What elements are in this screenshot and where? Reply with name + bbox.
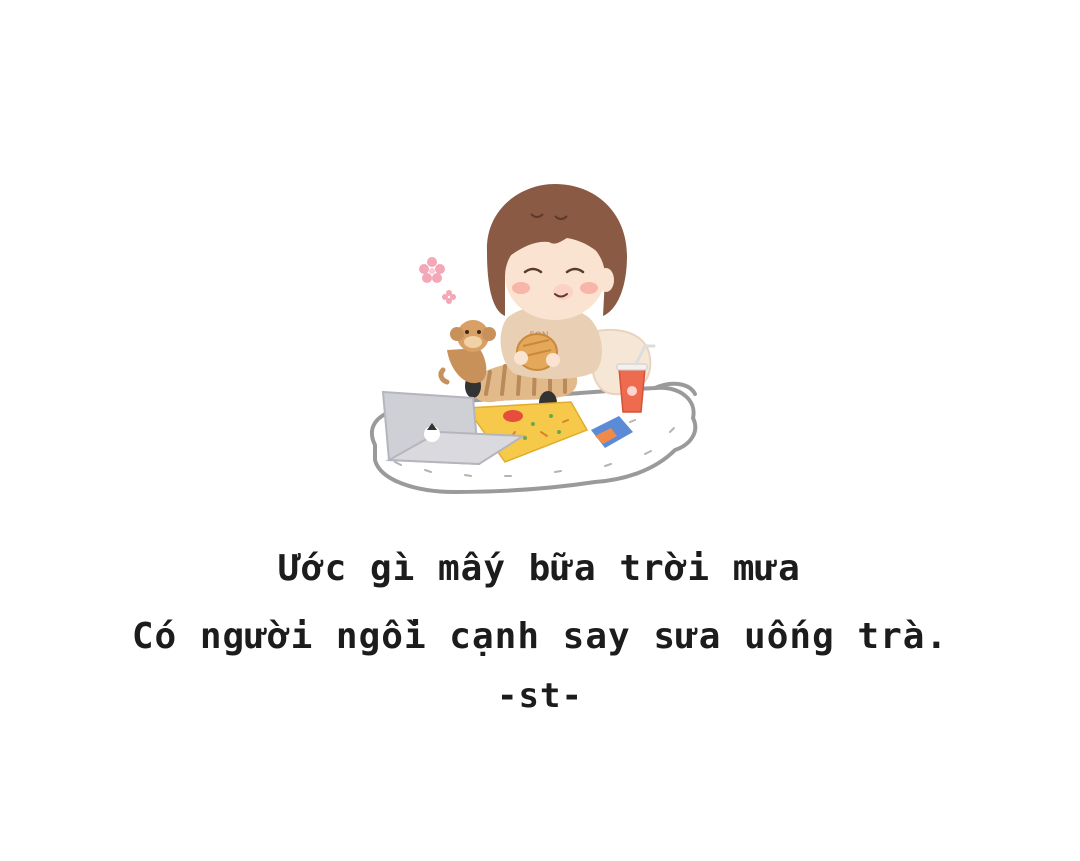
flower-icon — [419, 257, 456, 304]
quote-line-1: Ước gì mấy bữa trời mưa — [279, 548, 801, 589]
quote-signature: -st- — [497, 676, 583, 716]
girl-illustration — [355, 170, 705, 510]
quote-line-2: Có người ngồi cạnh say sưa uống trà. — [131, 616, 949, 657]
girl-head — [487, 184, 627, 320]
